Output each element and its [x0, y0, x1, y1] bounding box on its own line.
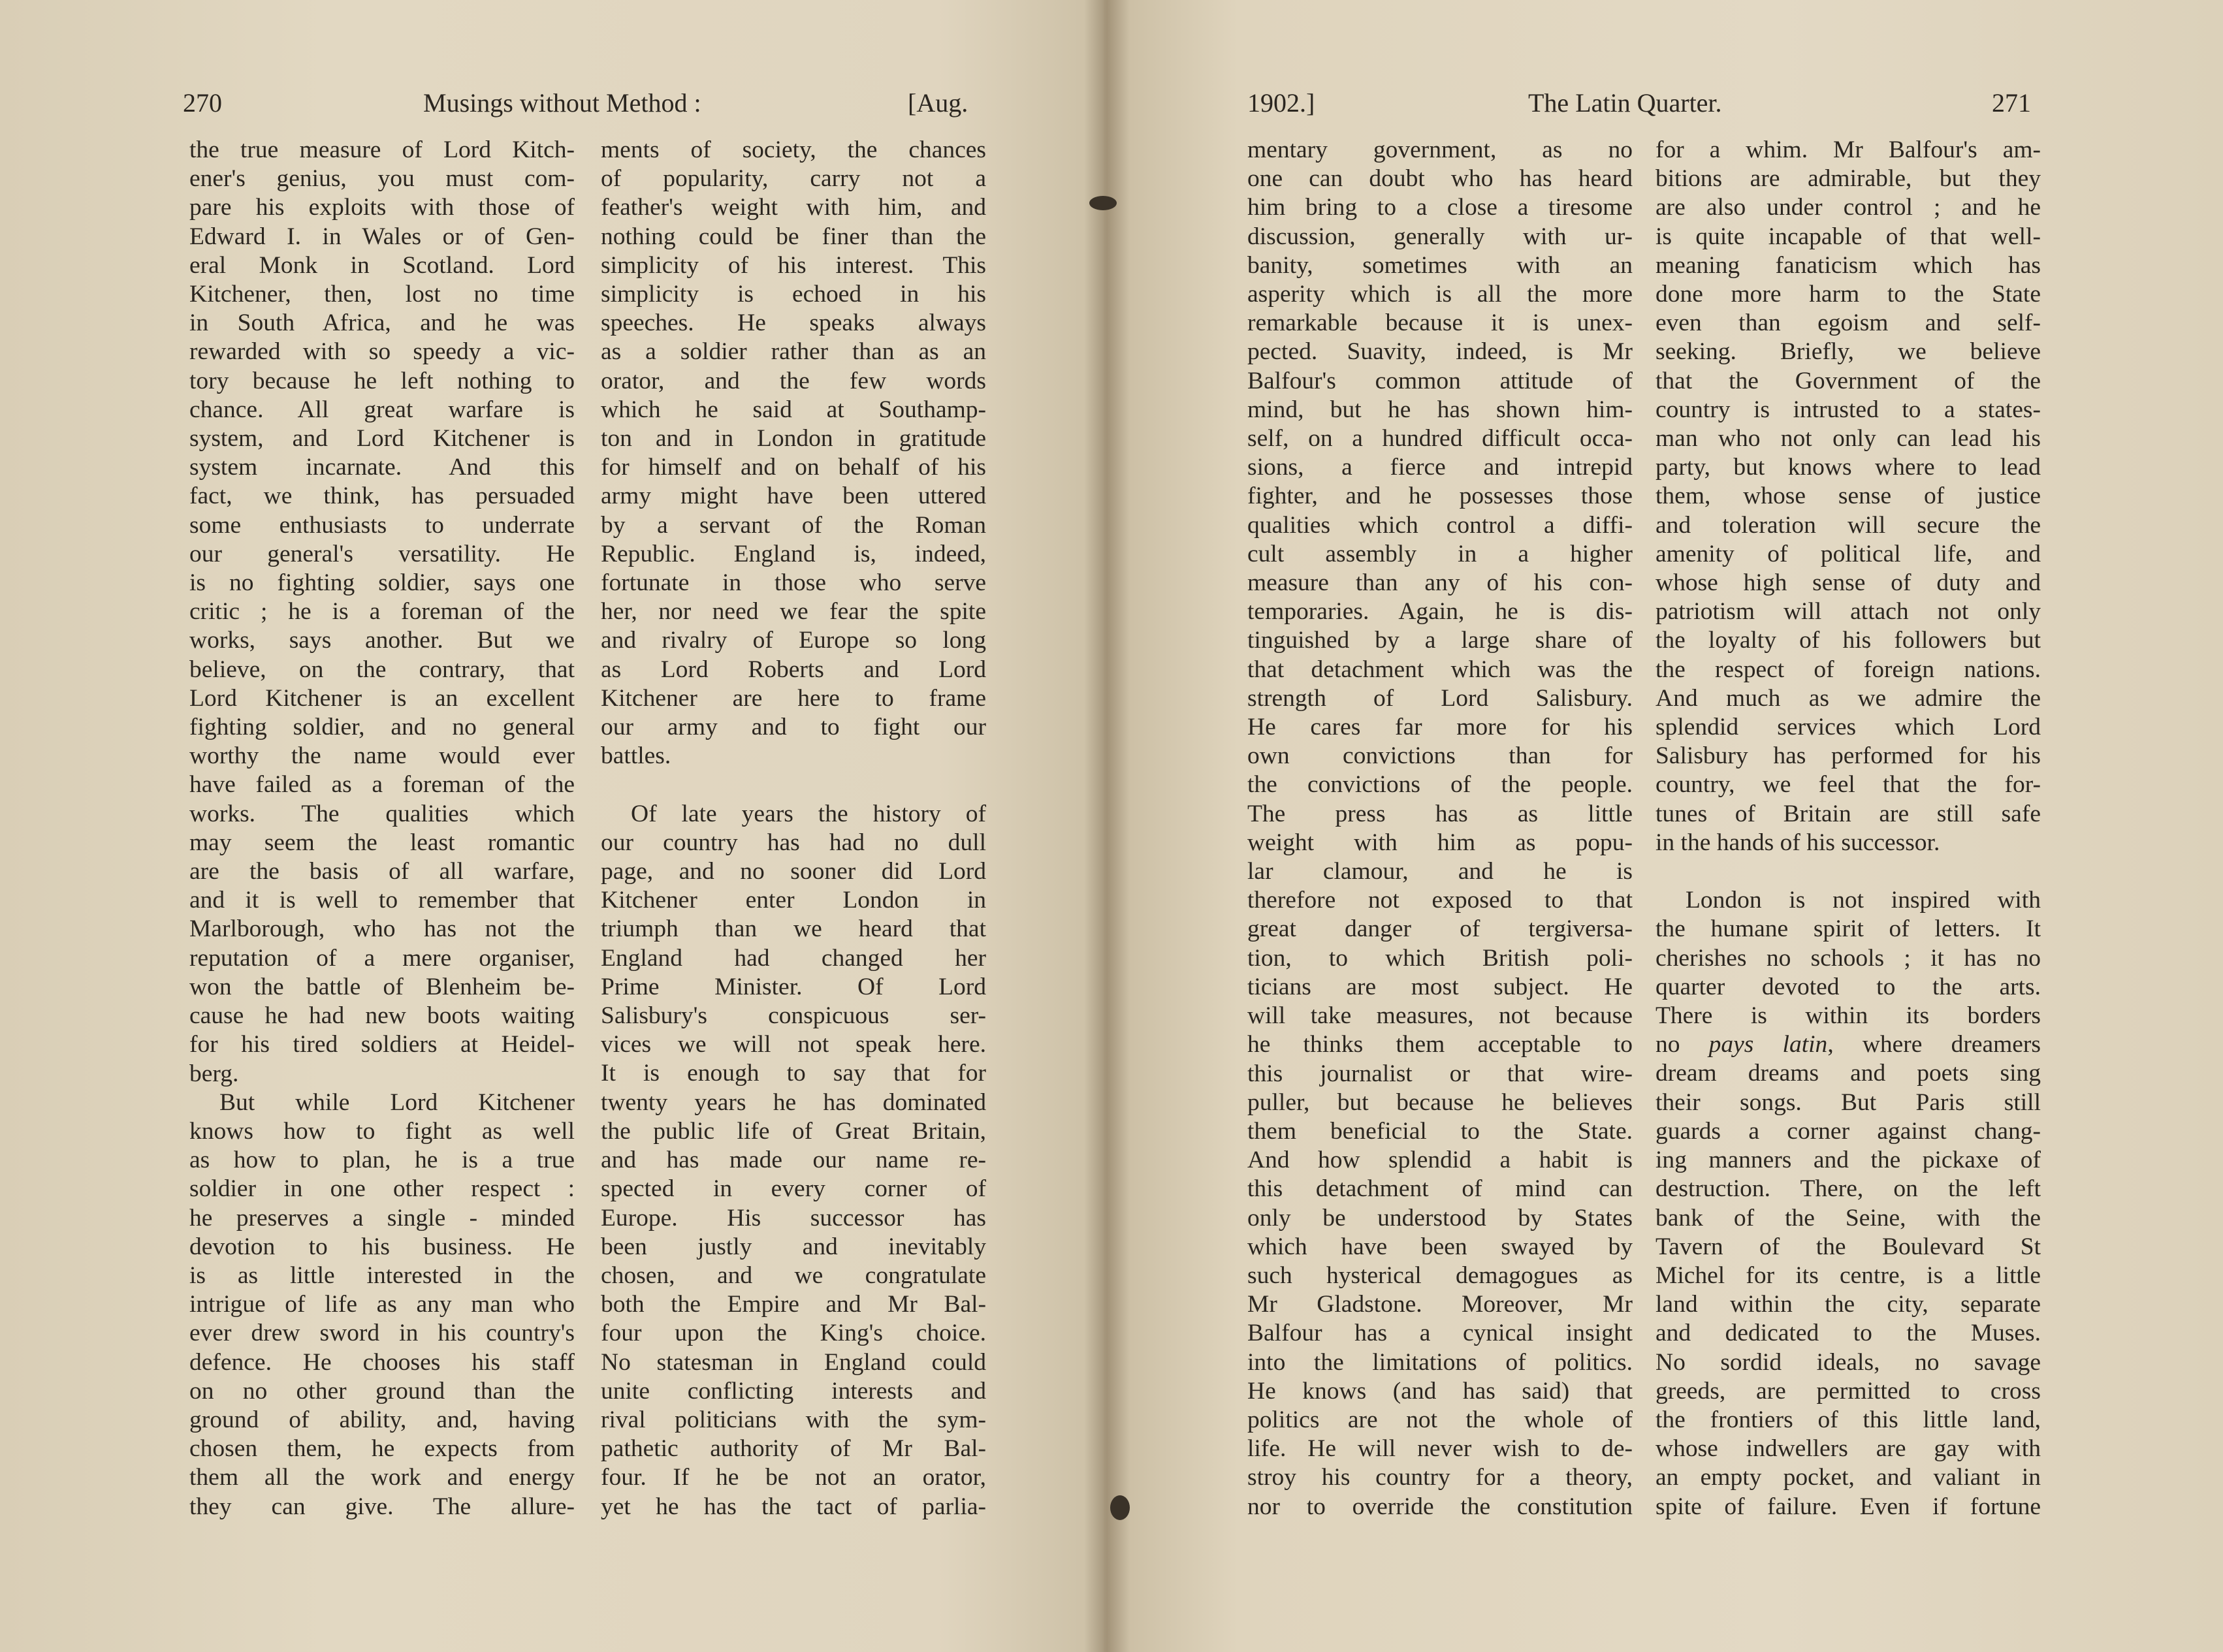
text-line: Marlborough, who has not the: [189, 915, 575, 943]
text-line: works. The qualities which: [189, 800, 575, 827]
text-line: for a whim. Mr Balfour's am-: [1655, 136, 2041, 163]
text-line: Prime Minister. Of Lord: [601, 973, 986, 1000]
text-line: this journalist or that wire-: [1247, 1060, 1633, 1087]
text-line: It is enough to say that for: [601, 1060, 986, 1087]
text-line: pected. Suavity, indeed, is Mr: [1247, 338, 1633, 366]
text-line: sions, a fierce and intrepid: [1247, 454, 1633, 481]
text-line: measure than any of his con-: [1247, 569, 1633, 597]
text-line: Kitchener are here to frame: [601, 684, 986, 712]
text-line: on no other ground than the: [189, 1377, 575, 1405]
text-line: Balfour's common attitude of: [1247, 367, 1633, 394]
text-line: fighting soldier, and no general: [189, 714, 575, 741]
text-column-1: [1247, 136, 1633, 1521]
text-line: them all the work and energy: [189, 1464, 575, 1491]
text-line: won the battle of Blenheim be-: [189, 973, 575, 1000]
text-line: whose high sense of duty and: [1655, 569, 2041, 597]
text-line: the public life of Great Britain,: [601, 1117, 986, 1145]
page-number: 271: [1992, 88, 2031, 118]
text-line: critic ; he is a foreman of the: [189, 598, 575, 626]
text-line: he thinks them acceptable to: [1247, 1031, 1633, 1058]
text-line: of popularity, carry not a: [601, 165, 986, 193]
text-line: simplicity of his interest. This: [601, 251, 986, 279]
text-line: simplicity is echoed in his: [601, 281, 986, 308]
text-line: believe, on the contrary, that: [189, 656, 575, 683]
text-line: Europe. His successor has: [601, 1204, 986, 1231]
text-line: into the limitations of politics.: [1247, 1348, 1633, 1376]
text-line: Salisbury's conspicuous ser-: [601, 1002, 986, 1030]
text-line: page, and no sooner did Lord: [601, 858, 986, 885]
text-line: therefore not exposed to that: [1247, 887, 1633, 914]
text-line: four upon the King's choice.: [601, 1320, 986, 1347]
text-line: chosen, and we congratulate: [601, 1262, 986, 1289]
text-line: which have been swayed by: [1247, 1233, 1633, 1260]
text-line: quarter devoted to the arts.: [1655, 973, 2041, 1000]
text-line: no pays latin, where dreamers: [1655, 1031, 2041, 1058]
text-line: unite conflicting interests and: [601, 1377, 986, 1405]
text-line: are the basis of all warfare,: [189, 858, 575, 885]
text-line: meaning fanaticism which has: [1655, 251, 2041, 279]
text-line: Salisbury has performed for his: [1655, 742, 2041, 770]
text-line: amenity of political life, and: [1655, 540, 2041, 567]
text-line: greeds, are permitted to cross: [1655, 1377, 2041, 1405]
page-number: 270: [183, 88, 222, 118]
text-line: patriotism will attach not only: [1655, 598, 2041, 626]
text-line: weight with him as popu-: [1247, 829, 1633, 856]
text-line: politics are not the whole of: [1247, 1406, 1633, 1433]
text-line: the loyalty of his followers but: [1655, 627, 2041, 654]
text-line: The press has as little: [1247, 800, 1633, 827]
text-line: the true measure of Lord Kitch-: [189, 136, 575, 163]
text-line: No statesman in England could: [601, 1348, 986, 1376]
text-line: only be understood by States: [1247, 1204, 1633, 1231]
text-line: Kitchener enter London in: [601, 887, 986, 914]
text-line: own convictions than for: [1247, 742, 1633, 770]
text-line: them beneficial to the State.: [1247, 1117, 1633, 1145]
text-line: worthy the name would ever: [189, 742, 575, 770]
text-line: He knows (and has said) that: [1247, 1377, 1633, 1405]
text-line: bitions are admirable, but they: [1655, 165, 2041, 193]
text-line: ing manners and the pickaxe of: [1655, 1147, 2041, 1174]
text-line: ments of society, the chances: [601, 136, 986, 163]
text-line: system, and Lord Kitchener is: [189, 425, 575, 453]
text-line: by a servant of the Roman: [601, 511, 986, 539]
text-line: mind, but he has shown him-: [1247, 396, 1633, 423]
text-line: banity, sometimes with an: [1247, 251, 1633, 279]
text-line: our general's versatility. He: [189, 540, 575, 567]
text-line: ener's genius, you must com-: [189, 165, 575, 193]
text-line: He cares far more for his: [1247, 714, 1633, 741]
text-line: as how to plan, he is a true: [189, 1147, 575, 1174]
text-line: dream dreams and poets sing: [1655, 1060, 2041, 1087]
text-line: And much as we admire the: [1655, 684, 2041, 712]
text-line: such hysterical demagogues as: [1247, 1262, 1633, 1289]
text-line: one can doubt who has heard: [1247, 165, 1633, 193]
text-line: country is intrusted to a states-: [1655, 396, 2041, 423]
text-line: some enthusiasts to underrate: [189, 511, 575, 539]
text-line: them, whose sense of justice: [1655, 483, 2041, 510]
text-line: in South Africa, and he was: [189, 310, 575, 337]
text-line: guards a corner against chang-: [1655, 1117, 2041, 1145]
text-line: self, on a hundred difficult occa-: [1247, 425, 1633, 453]
text-line: Edward I. in Wales or of Gen-: [189, 223, 575, 250]
text-line: berg.: [189, 1060, 239, 1087]
text-line: speeches. He speaks always: [601, 310, 986, 337]
text-line: ton and in London in gratitude: [601, 425, 986, 453]
text-line: yet he has the tact of parlia-: [601, 1493, 986, 1520]
text-line: reputation of a mere organiser,: [189, 944, 575, 972]
text-line: her, nor need we fear the spite: [601, 598, 986, 626]
text-line: fact, we think, has persuaded: [189, 483, 575, 510]
text-line: And how splendid a habit is: [1247, 1147, 1633, 1174]
right-page: [1104, 0, 2223, 1652]
text-line: Mr Gladstone. Moreover, Mr: [1247, 1291, 1633, 1318]
text-line: this detachment of mind can: [1247, 1175, 1633, 1203]
text-line: qualities which control a diffi-: [1247, 511, 1633, 539]
text-line: asperity which is all the more: [1247, 281, 1633, 308]
text-line: fortunate in those who serve: [601, 569, 986, 597]
binding-clip-mark: [1110, 1495, 1130, 1520]
text-line: lar clamour, and he is: [1247, 858, 1633, 885]
text-line: cause he had new boots waiting: [189, 1002, 575, 1030]
text-line: both the Empire and Mr Bal-: [601, 1291, 986, 1318]
text-line: even than egoism and self-: [1655, 310, 2041, 337]
text-column-1: [189, 136, 575, 1521]
text-line: ground of ability, and, having: [189, 1406, 575, 1433]
text-line: him bring to a close a tiresome: [1247, 194, 1633, 221]
text-line: and rivalry of Europe so long: [601, 627, 986, 654]
text-line: Of late years the history of: [631, 800, 986, 827]
text-line: that the Government of the: [1655, 367, 2041, 394]
text-line: and has made our name re-: [601, 1147, 986, 1174]
text-line: party, but knows where to lead: [1655, 454, 2041, 481]
text-line: feather's weight with him, and: [601, 194, 986, 221]
text-line: whose indwellers are gay with: [1655, 1435, 2041, 1463]
text-line: cherishes no schools ; it has no: [1655, 944, 2041, 972]
text-line: spite of failure. Even if fortune: [1655, 1493, 2041, 1520]
text-line: discussion, generally with ur-: [1247, 223, 1633, 250]
date-mark: 1902.]: [1247, 88, 1315, 118]
text-line: the convictions of the people.: [1247, 771, 1633, 799]
text-line: vices we will not speak here.: [601, 1031, 986, 1058]
text-line: an empty pocket, and valiant in: [1655, 1464, 2041, 1491]
text-line: great danger of tergiversa-: [1247, 915, 1633, 943]
text-line: rewarded with so speedy a vic-: [189, 338, 575, 366]
text-line: Balfour has a cynical insight: [1247, 1320, 1633, 1347]
text-line: land within the city, separate: [1655, 1291, 2041, 1318]
text-column-2: [601, 136, 986, 1521]
text-line: Kitchener, then, lost no time: [189, 281, 575, 308]
binding-clip-mark: [1089, 196, 1117, 210]
text-line: chance. All great warfare is: [189, 396, 575, 423]
text-line: is quite incapable of that well-: [1655, 223, 2041, 250]
text-line: the humane spirit of letters. It: [1655, 915, 2041, 943]
text-line: intrigue of life as any man who: [189, 1291, 575, 1318]
text-line: cult assembly in a higher: [1247, 540, 1633, 567]
text-line: bank of the Seine, with the: [1655, 1204, 2041, 1231]
text-line: strength of Lord Salisbury.: [1247, 684, 1633, 712]
text-line: four. If he be not an orator,: [601, 1464, 986, 1491]
text-line: and it is well to remember that: [189, 887, 575, 914]
text-line: works, says another. But we: [189, 627, 575, 654]
text-line: seeking. Briefly, we believe: [1655, 338, 2041, 366]
text-line: knows how to fight as well: [189, 1117, 575, 1145]
text-line: tunes of Britain are still safe: [1655, 800, 2041, 827]
text-line: will take measures, not because: [1247, 1002, 1633, 1030]
text-line: spected in every corner of: [601, 1175, 986, 1203]
text-line: nor to override the constitution: [1247, 1493, 1633, 1520]
text-line: is as little interested in the: [189, 1262, 575, 1289]
text-line: life. He will never wish to de-: [1247, 1435, 1633, 1463]
text-line: triumph than we heard that: [601, 915, 986, 943]
text-line: London is not inspired with: [1686, 887, 2041, 914]
paragraph-gap: [1655, 857, 2041, 886]
text-column-2: [1655, 136, 2041, 1521]
text-line: England had changed her: [601, 944, 986, 972]
text-line: for himself and on behalf of his: [601, 454, 986, 481]
text-line: our country has had no dull: [601, 829, 986, 856]
text-line: But while Lord Kitchener: [219, 1088, 575, 1116]
text-line: the frontiers of this little land,: [1655, 1406, 2041, 1433]
text-line: chosen them, he expects from: [189, 1435, 575, 1463]
text-line: have failed as a foreman of the: [189, 771, 575, 799]
text-line: devotion to his business. He: [189, 1233, 575, 1260]
text-line: and dedicated to the Muses.: [1655, 1320, 2041, 1347]
text-line: defence. He chooses his staff: [189, 1348, 575, 1376]
text-line: may seem the least romantic: [189, 829, 575, 856]
book-gutter: [1084, 0, 1130, 1652]
text-line: ticians are most subject. He: [1247, 973, 1633, 1000]
text-line: as Lord Roberts and Lord: [601, 656, 986, 683]
text-line: splendid services which Lord: [1655, 714, 2041, 741]
text-line: their songs. But Paris still: [1655, 1088, 2041, 1116]
text-line: as a soldier rather than as an: [601, 338, 986, 366]
text-line: twenty years he has dominated: [601, 1088, 986, 1116]
text-line: Michel for its centre, is a little: [1655, 1262, 2041, 1289]
text-line: battles.: [601, 742, 671, 770]
running-title: Musings without Method :: [423, 88, 701, 118]
text-line: been justly and inevitably: [601, 1233, 986, 1260]
text-line: destruction. There, on the left: [1655, 1175, 2041, 1203]
text-line: soldier in one other respect :: [189, 1175, 575, 1203]
paragraph-gap: [601, 770, 986, 799]
text-line: Republic. England is, indeed,: [601, 540, 986, 567]
text-line: eral Monk in Scotland. Lord: [189, 251, 575, 279]
text-line: tion, to which British poli-: [1247, 944, 1633, 972]
text-line: that detachment which was the: [1247, 656, 1633, 683]
text-line: pare his exploits with those of: [189, 194, 575, 221]
left-page: [0, 0, 1104, 1652]
text-line: and toleration will secure the: [1655, 511, 2041, 539]
text-line: Tavern of the Boulevard St: [1655, 1233, 2041, 1260]
text-line: remarkable because it is unex-: [1247, 310, 1633, 337]
text-line: man who not only can lead his: [1655, 425, 2041, 453]
text-line: are also under control ; and he: [1655, 194, 2041, 221]
text-line: which he said at Southamp-: [601, 396, 986, 423]
text-line: tory because he left nothing to: [189, 367, 575, 394]
text-line: Lord Kitchener is an excellent: [189, 684, 575, 712]
text-line: No sordid ideals, no savage: [1655, 1348, 2041, 1376]
text-line: army might have been uttered: [601, 483, 986, 510]
text-line: stroy his country for a theory,: [1247, 1464, 1633, 1491]
running-title: The Latin Quarter.: [1528, 88, 1722, 118]
text-line: fighter, and he possesses those: [1247, 483, 1633, 510]
text-line: country, we feel that the for-: [1655, 771, 2041, 799]
text-line: mentary government, as no: [1247, 136, 1633, 163]
text-line: is no fighting soldier, says one: [189, 569, 575, 597]
text-line: nothing could be finer than the: [601, 223, 986, 250]
text-line: done more harm to the State: [1655, 281, 2041, 308]
text-line: the respect of foreign nations.: [1655, 656, 2041, 683]
text-line: tinguished by a large share of: [1247, 627, 1633, 654]
text-line: ever drew sword in his country's: [189, 1320, 575, 1347]
text-line: pathetic authority of Mr Bal-: [601, 1435, 986, 1463]
text-line: puller, but because he believes: [1247, 1088, 1633, 1116]
text-line: our army and to fight our: [601, 714, 986, 741]
text-line: There is within its borders: [1655, 1002, 2041, 1030]
text-line: he preserves a single - minded: [189, 1204, 575, 1231]
text-line: for his tired soldiers at Heidel-: [189, 1031, 575, 1058]
text-line: they can give. The allure-: [189, 1493, 575, 1520]
text-line: orator, and the few words: [601, 367, 986, 394]
text-line: rival politicians with the sym-: [601, 1406, 986, 1433]
date-mark: [Aug.: [908, 88, 968, 118]
text-line: system incarnate. And this: [189, 454, 575, 481]
text-line: in the hands of his successor.: [1655, 829, 1940, 856]
text-line: temporaries. Again, he is dis-: [1247, 598, 1633, 626]
